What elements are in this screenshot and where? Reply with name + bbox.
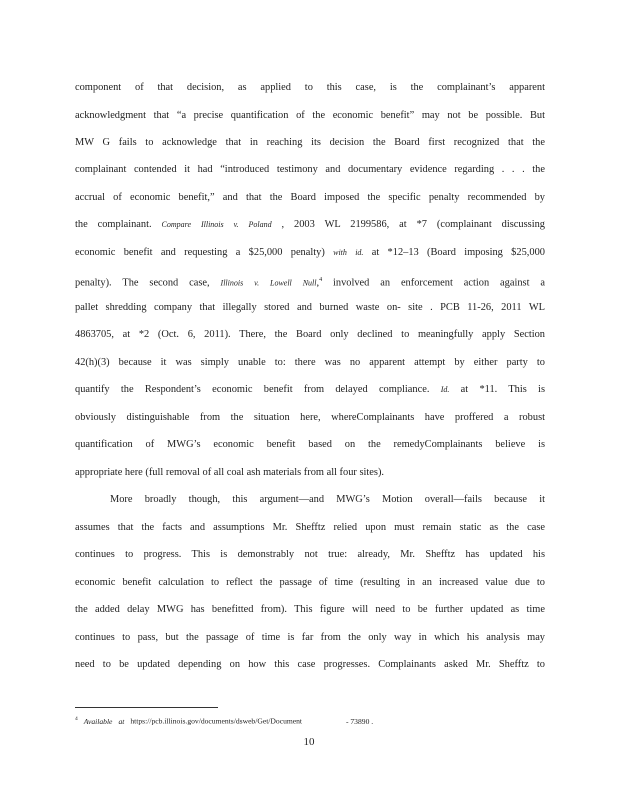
text-span: the complainant. bbox=[75, 219, 152, 230]
italic-v: v. bbox=[233, 220, 239, 229]
body-line-citation bbox=[75, 247, 545, 259]
body-line-citation bbox=[75, 384, 545, 396]
italic-id: id. bbox=[355, 248, 364, 257]
body-line: 4863705, at *2 (Oct. 6, 2011). There, the Board only declined to meaningfully apply Section bbox=[75, 329, 545, 340]
body-line: obviously distinguishable from the situation here, whereComplainants have proffered a robust bbox=[75, 412, 545, 423]
body-line: pallet shredding company that illegally stored and burned waste on- site . PCB 11-26, 2011 WL bbox=[75, 302, 545, 313]
body-line: continues to pass, but the passage of time is far from the only way in which his analysis may bbox=[75, 632, 545, 643]
italic-illinois: Illinois bbox=[220, 278, 244, 288]
footnote bbox=[75, 714, 395, 727]
text-span: penalty). The second case, bbox=[75, 277, 210, 289]
body-line: continues to progress. This is demonstrably not true: already, Mr. Shefftz has updated his bbox=[75, 549, 545, 560]
body-line: quantification of MWG’s economic benefit based on the remedyComplainants believe is bbox=[75, 439, 545, 450]
footnote-url[interactable]: https://pcb.illinois.gov/documents/dsweb/Get/Document bbox=[130, 716, 303, 726]
italic-compare: Compare bbox=[161, 220, 192, 229]
body-line: component of that decision, as applied to this case, is the complainant’s apparent bbox=[75, 82, 545, 93]
text-span: , 2003 WL 2199586, at *7 (complainant discussing bbox=[281, 219, 545, 230]
text-span: economic benefit and requesting a $25,000 penalty) bbox=[75, 247, 325, 258]
body-line: the added delay MWG has benefitted from). This figure will need to be further updated as time bbox=[75, 604, 545, 615]
body-line: appropriate here (full removal of all coal ash materials from all four sites). bbox=[75, 467, 384, 478]
footnote-available: Available bbox=[83, 716, 113, 726]
body-line: MW G fails to acknowledge that in reaching its decision the Board first recognized that the bbox=[75, 137, 545, 148]
footnote-suffix: - 73890 . bbox=[345, 716, 374, 726]
text-span: at *12–13 (Board imposing $25,000 bbox=[371, 247, 545, 258]
text-span: involved an enforcement action against a bbox=[332, 277, 545, 289]
body-line: economic benefit calculation to reflect the passage of time (resulting in an increased value due to bbox=[75, 577, 545, 588]
body-line: complainant contended it had “introduced testimony and documentary evidence regarding . . . the bbox=[75, 164, 545, 175]
body-line-citation bbox=[75, 219, 545, 231]
body-line: assumes that the facts and assumptions Mr. Shefftz relied upon must remain static as the case bbox=[75, 522, 545, 533]
body-line: 42(h)(3) because it was simply unable to: there was no apparent attempt by either party to bbox=[75, 357, 545, 368]
body-line: acknowledgment that “a precise quantification of the economic benefit” may not be possible. But bbox=[75, 110, 545, 121]
page-number: 10 bbox=[303, 736, 315, 748]
italic-poland: Poland bbox=[248, 220, 272, 229]
italic-illinois: Illinois bbox=[200, 220, 224, 229]
footnote-at: at bbox=[118, 716, 125, 726]
body-line: accrual of economic benefit,” and that the Board imposed the specific penalty recommended by bbox=[75, 192, 545, 203]
footnote-marker[interactable]: 4 bbox=[319, 277, 323, 283]
body-line-citation: penalty). The second case, Illinois v. Lowell Null,$^4$ involved an enforcement action against a bbox=[75, 277, 545, 289]
paragraph-first-line: More broadly though, this argument—and MWG’s Motion overall—fails because it bbox=[110, 494, 545, 505]
italic-v: v. bbox=[254, 278, 260, 288]
text-span: at *11. This is bbox=[460, 384, 545, 395]
italic-lowell: Lowell bbox=[270, 278, 292, 288]
italic-null: Null bbox=[302, 278, 317, 288]
footnote-number: 4 bbox=[75, 716, 78, 722]
text-span: quantify the Respondent’s economic benefit from delayed compliance. bbox=[75, 384, 430, 395]
italic-id: Id. bbox=[440, 385, 450, 394]
footnote-divider bbox=[75, 707, 218, 708]
italic-with: with bbox=[333, 248, 347, 257]
body-line: need to be updated depending on how this case progresses. Complainants asked Mr. Shefftz to bbox=[75, 659, 545, 670]
